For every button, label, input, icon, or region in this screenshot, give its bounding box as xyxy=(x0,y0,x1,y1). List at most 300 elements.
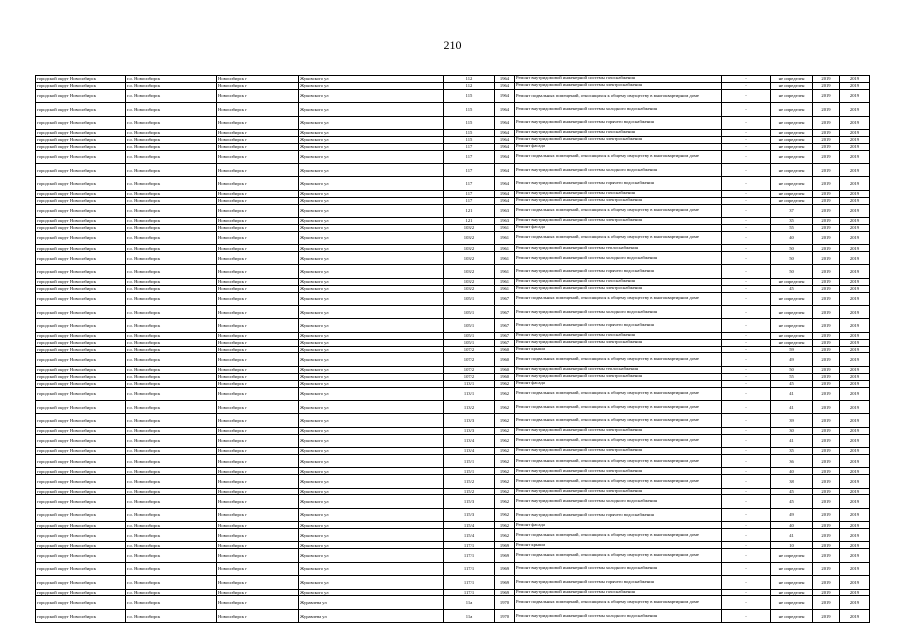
municipality-cell: городской округ Новосибирск xyxy=(36,346,126,353)
municipality-cell: городской округ Новосибирск xyxy=(36,475,126,488)
house-cell: 105/1 xyxy=(444,292,495,305)
street-cell: Жуковского ул xyxy=(299,475,444,488)
cost-cell: 39 xyxy=(771,414,813,427)
street-cell: Жуковского ул xyxy=(299,549,444,562)
house-cell: 103/2 xyxy=(444,285,495,292)
table-row xyxy=(36,204,870,217)
district-cell: г.о. Новосибирск xyxy=(126,177,217,190)
house-cell: 113/3 xyxy=(444,414,495,427)
year-cell: 1967 xyxy=(495,292,515,305)
start-year-cell: 2019 xyxy=(813,143,840,150)
house-cell: 117/1 xyxy=(444,576,495,589)
street-cell: Жуковского ул xyxy=(299,562,444,575)
city-cell: Новосибирск г xyxy=(217,468,299,475)
municipality-cell: городской округ Новосибирск xyxy=(36,76,126,83)
district-cell: г.о. Новосибирск xyxy=(126,353,217,366)
street-cell: Жуковского ул xyxy=(299,217,444,224)
cost-cell: 35 xyxy=(771,217,813,224)
start-year-cell: 2019 xyxy=(813,103,840,116)
cost-cell: не определен xyxy=(771,332,813,339)
district-cell: г.о. Новосибирск xyxy=(126,245,217,252)
district-cell: г.о. Новосибирск xyxy=(126,495,217,508)
table-row xyxy=(36,542,870,549)
street-cell: Жуковского ул xyxy=(299,522,444,529)
street-cell: Жуковского ул xyxy=(299,204,444,217)
start-year-cell: 2019 xyxy=(813,366,840,373)
district-cell: г.о. Новосибирск xyxy=(126,82,217,89)
table-body xyxy=(36,76,870,623)
district-cell: г.о. Новосибирск xyxy=(126,76,217,83)
cost-cell: не определен xyxy=(771,129,813,136)
district-cell: г.о. Новосибирск xyxy=(126,129,217,136)
street-cell: Жуковского ул xyxy=(299,285,444,292)
city-cell: Новосибирск г xyxy=(217,488,299,495)
dash-cell: - xyxy=(722,475,771,488)
table-row xyxy=(36,427,870,434)
end-year-cell: 2019 xyxy=(840,542,870,549)
municipality-cell: городской округ Новосибирск xyxy=(36,495,126,508)
district-cell: г.о. Новосибирск xyxy=(126,522,217,529)
cost-cell: 38 xyxy=(771,475,813,488)
year-cell: 1964 xyxy=(495,150,515,163)
table-row xyxy=(36,245,870,252)
street-cell: Жуковского ул xyxy=(299,197,444,204)
table-row xyxy=(36,508,870,521)
city-cell: Новосибирск г xyxy=(217,265,299,278)
start-year-cell: 2019 xyxy=(813,427,840,434)
year-cell: 1964 xyxy=(495,76,515,83)
house-cell: 117/1 xyxy=(444,589,495,596)
end-year-cell: 2019 xyxy=(840,353,870,366)
cost-cell: не определен xyxy=(771,177,813,190)
work-type-cell: Ремонт подвальных помещений, относящихся к общему имуществу в многоквартирном доме xyxy=(515,150,722,163)
table-row xyxy=(36,576,870,589)
house-cell: 11а xyxy=(444,609,495,622)
start-year-cell: 2019 xyxy=(813,576,840,589)
start-year-cell: 2019 xyxy=(813,387,840,400)
house-cell: 105/1 xyxy=(444,332,495,339)
dash-cell: - xyxy=(722,346,771,353)
cost-cell: не определен xyxy=(771,596,813,609)
street-cell: Жуковского ул xyxy=(299,76,444,83)
street-cell: Жуковского ул xyxy=(299,129,444,136)
district-cell: г.о. Новосибирск xyxy=(126,434,217,447)
start-year-cell: 2019 xyxy=(813,245,840,252)
cost-cell: 36 xyxy=(771,454,813,467)
end-year-cell: 2019 xyxy=(840,508,870,521)
district-cell: г.о. Новосибирск xyxy=(126,204,217,217)
table-row xyxy=(36,116,870,129)
dash-cell: - xyxy=(722,265,771,278)
start-year-cell: 2019 xyxy=(813,319,840,332)
cost-cell: 50 xyxy=(771,265,813,278)
house-cell: 103/2 xyxy=(444,278,495,285)
city-cell: Новосибирск г xyxy=(217,529,299,542)
district-cell: г.о. Новосибирск xyxy=(126,339,217,346)
table-row xyxy=(36,76,870,83)
start-year-cell: 2019 xyxy=(813,116,840,129)
start-year-cell: 2019 xyxy=(813,190,840,197)
end-year-cell: 2019 xyxy=(840,265,870,278)
city-cell: Новосибирск г xyxy=(217,305,299,318)
municipality-cell: городской округ Новосибирск xyxy=(36,103,126,116)
cost-cell: 10 xyxy=(771,542,813,549)
municipality-cell: городской округ Новосибирск xyxy=(36,488,126,495)
end-year-cell: 2019 xyxy=(840,129,870,136)
city-cell: Новосибирск г xyxy=(217,589,299,596)
street-cell: Жуковского ул xyxy=(299,346,444,353)
house-cell: 115/3 xyxy=(444,508,495,521)
district-cell: г.о. Новосибирск xyxy=(126,346,217,353)
cost-cell: 45 xyxy=(771,488,813,495)
house-cell: 117/1 xyxy=(444,549,495,562)
dash-cell: - xyxy=(722,576,771,589)
district-cell: г.о. Новосибирск xyxy=(126,292,217,305)
start-year-cell: 2019 xyxy=(813,82,840,89)
cost-cell: 50 xyxy=(771,245,813,252)
end-year-cell: 2019 xyxy=(840,366,870,373)
work-type-cell: Ремонт внутридомовой инженерной системы электроснабжения xyxy=(515,197,722,204)
district-cell: г.о. Новосибирск xyxy=(126,468,217,475)
dash-cell: - xyxy=(722,434,771,447)
year-cell: 1964 xyxy=(495,136,515,143)
house-cell: 115/4 xyxy=(444,529,495,542)
street-cell: Жуковского ул xyxy=(299,447,444,454)
district-cell: г.о. Новосибирск xyxy=(126,332,217,339)
city-cell: Новосибирск г xyxy=(217,366,299,373)
year-cell: 1962 xyxy=(495,447,515,454)
year-cell: 1962 xyxy=(495,522,515,529)
house-cell: 113/1 xyxy=(444,387,495,400)
municipality-cell: городской округ Новосибирск xyxy=(36,427,126,434)
cost-cell: 35 xyxy=(771,447,813,454)
street-cell: Жуковского ул xyxy=(299,89,444,102)
dash-cell: - xyxy=(722,400,771,413)
work-type-cell: Ремонт внутридомовой инженерной системы электроснабжения xyxy=(515,82,722,89)
work-type-cell: Ремонт фасада xyxy=(515,143,722,150)
table-row xyxy=(36,143,870,150)
street-cell: Жуковского ул xyxy=(299,380,444,387)
year-cell: 1960 xyxy=(495,346,515,353)
dash-cell: - xyxy=(722,508,771,521)
end-year-cell: 2019 xyxy=(840,380,870,387)
dash-cell: - xyxy=(722,427,771,434)
district-cell: г.о. Новосибирск xyxy=(126,596,217,609)
start-year-cell: 2019 xyxy=(813,508,840,521)
street-cell: Жуковского ул xyxy=(299,319,444,332)
start-year-cell: 2019 xyxy=(813,454,840,467)
cost-cell: не определен xyxy=(771,103,813,116)
end-year-cell: 2019 xyxy=(840,434,870,447)
house-cell: 105/1 xyxy=(444,319,495,332)
municipality-cell: городской округ Новосибирск xyxy=(36,447,126,454)
table-row xyxy=(36,353,870,366)
table-row xyxy=(36,89,870,102)
start-year-cell: 2019 xyxy=(813,231,840,244)
table-row xyxy=(36,319,870,332)
dash-cell: - xyxy=(722,224,771,231)
city-cell: Новосибирск г xyxy=(217,190,299,197)
end-year-cell: 2019 xyxy=(840,285,870,292)
municipality-cell: городской округ Новосибирск xyxy=(36,231,126,244)
street-cell: Жуковского ул xyxy=(299,332,444,339)
year-cell: 1967 xyxy=(495,319,515,332)
work-type-cell: Ремонт внутридомовой инженерной системы электроснабжения xyxy=(515,136,722,143)
dash-cell: - xyxy=(722,529,771,542)
end-year-cell: 2019 xyxy=(840,76,870,83)
street-cell: Жуковского ул xyxy=(299,542,444,549)
municipality-cell: городской округ Новосибирск xyxy=(36,434,126,447)
house-cell: 103/2 xyxy=(444,265,495,278)
street-cell: Жуковского ул xyxy=(299,488,444,495)
cost-cell: не определен xyxy=(771,76,813,83)
table-row xyxy=(36,447,870,454)
cost-cell: 41 xyxy=(771,400,813,413)
end-year-cell: 2019 xyxy=(840,190,870,197)
street-cell: Жуковского ул xyxy=(299,454,444,467)
cost-cell: не определен xyxy=(771,197,813,204)
cost-cell: не определен xyxy=(771,305,813,318)
street-cell: Жуковского ул xyxy=(299,387,444,400)
end-year-cell: 2019 xyxy=(840,103,870,116)
year-cell: 1961 xyxy=(495,278,515,285)
municipality-cell: городской округ Новосибирск xyxy=(36,522,126,529)
dash-cell: - xyxy=(722,143,771,150)
house-cell: 115/1 xyxy=(444,454,495,467)
cost-cell: не определен xyxy=(771,319,813,332)
end-year-cell: 2019 xyxy=(840,576,870,589)
dash-cell: - xyxy=(722,468,771,475)
municipality-cell: городской округ Новосибирск xyxy=(36,278,126,285)
start-year-cell: 2019 xyxy=(813,265,840,278)
repair-schedule-table xyxy=(35,75,870,623)
end-year-cell: 2019 xyxy=(840,549,870,562)
municipality-cell: городской округ Новосибирск xyxy=(36,529,126,542)
district-cell: г.о. Новосибирск xyxy=(126,116,217,129)
house-cell: 107/2 xyxy=(444,373,495,380)
year-cell: 1964 xyxy=(495,129,515,136)
municipality-cell: городской округ Новосибирск xyxy=(36,252,126,265)
street-cell: Жуковского ул xyxy=(299,265,444,278)
year-cell: 1969 xyxy=(495,542,515,549)
cost-cell: не определен xyxy=(771,339,813,346)
year-cell: 1960 xyxy=(495,373,515,380)
city-cell: Новосибирск г xyxy=(217,522,299,529)
district-cell: г.о. Новосибирск xyxy=(126,265,217,278)
municipality-cell: городской округ Новосибирск xyxy=(36,589,126,596)
municipality-cell: городской округ Новосибирск xyxy=(36,204,126,217)
work-type-cell: Ремонт внутридомовой инженерной системы газоснабжения xyxy=(515,76,722,83)
year-cell: 1961 xyxy=(495,224,515,231)
municipality-cell: городской округ Новосибирск xyxy=(36,508,126,521)
year-cell: 1962 xyxy=(495,475,515,488)
cost-cell: 50 xyxy=(771,366,813,373)
house-cell: 115/2 xyxy=(444,488,495,495)
city-cell: Новосибирск г xyxy=(217,447,299,454)
start-year-cell: 2019 xyxy=(813,373,840,380)
year-cell: 1969 xyxy=(495,562,515,575)
table-row xyxy=(36,387,870,400)
work-type-cell: Ремонт подвальных помещений, относящихся к общему имуществу в многоквартирном доме xyxy=(515,529,722,542)
work-type-cell: Ремонт крыши xyxy=(515,346,722,353)
work-type-cell: Ремонт внутридомовой инженерной системы электроснабжения xyxy=(515,447,722,454)
year-cell: 1962 xyxy=(495,434,515,447)
work-type-cell: Ремонт внутридомовой инженерной системы электроснабжения xyxy=(515,427,722,434)
year-cell: 1962 xyxy=(495,508,515,521)
district-cell: г.о. Новосибирск xyxy=(126,305,217,318)
municipality-cell: городской округ Новосибирск xyxy=(36,82,126,89)
cost-cell: 40 xyxy=(771,231,813,244)
start-year-cell: 2019 xyxy=(813,129,840,136)
work-type-cell: Ремонт подвальных помещений, относящихся к общему имуществу в многоквартирном доме xyxy=(515,353,722,366)
work-type-cell: Ремонт внутридомовой инженерной системы электроснабжения xyxy=(515,373,722,380)
end-year-cell: 2019 xyxy=(840,116,870,129)
year-cell: 1967 xyxy=(495,305,515,318)
table-row xyxy=(36,136,870,143)
start-year-cell: 2019 xyxy=(813,380,840,387)
street-cell: Жуковского ул xyxy=(299,529,444,542)
end-year-cell: 2019 xyxy=(840,177,870,190)
city-cell: Новосибирск г xyxy=(217,231,299,244)
end-year-cell: 2019 xyxy=(840,197,870,204)
street-cell: Жуковского ул xyxy=(299,414,444,427)
table-row xyxy=(36,129,870,136)
start-year-cell: 2019 xyxy=(813,177,840,190)
dash-cell: - xyxy=(722,549,771,562)
municipality-cell: городской округ Новосибирск xyxy=(36,265,126,278)
year-cell: 1963 xyxy=(495,217,515,224)
end-year-cell: 2019 xyxy=(840,217,870,224)
house-cell: 115/4 xyxy=(444,522,495,529)
house-cell: 112 xyxy=(444,76,495,83)
year-cell: 1962 xyxy=(495,400,515,413)
cost-cell: 49 xyxy=(771,508,813,521)
work-type-cell: Ремонт подвальных помещений, относящихся к общему имуществу в многоквартирном доме xyxy=(515,89,722,102)
house-cell: 117 xyxy=(444,177,495,190)
street-cell: Жуковского ул xyxy=(299,495,444,508)
dash-cell: - xyxy=(722,190,771,197)
year-cell: 1962 xyxy=(495,468,515,475)
start-year-cell: 2019 xyxy=(813,346,840,353)
dash-cell: - xyxy=(722,82,771,89)
dash-cell: - xyxy=(722,164,771,177)
municipality-cell: городской округ Новосибирск xyxy=(36,245,126,252)
cost-cell: 49 xyxy=(771,353,813,366)
table-row xyxy=(36,549,870,562)
street-cell: Жуковского ул xyxy=(299,400,444,413)
district-cell: г.о. Новосибирск xyxy=(126,224,217,231)
year-cell: 1961 xyxy=(495,265,515,278)
table-row xyxy=(36,380,870,387)
end-year-cell: 2019 xyxy=(840,387,870,400)
dash-cell: - xyxy=(722,252,771,265)
table-row xyxy=(36,468,870,475)
end-year-cell: 2019 xyxy=(840,164,870,177)
end-year-cell: 2019 xyxy=(840,136,870,143)
end-year-cell: 2019 xyxy=(840,332,870,339)
dash-cell: - xyxy=(722,387,771,400)
house-cell: 103/2 xyxy=(444,224,495,231)
house-cell: 113/2 xyxy=(444,400,495,413)
table-row xyxy=(36,562,870,575)
year-cell: 1964 xyxy=(495,116,515,129)
city-cell: Новосибирск г xyxy=(217,129,299,136)
district-cell: г.о. Новосибирск xyxy=(126,366,217,373)
house-cell: 117 xyxy=(444,150,495,163)
start-year-cell: 2019 xyxy=(813,529,840,542)
municipality-cell: городской округ Новосибирск xyxy=(36,400,126,413)
dash-cell: - xyxy=(722,231,771,244)
work-type-cell: Ремонт подвальных помещений, относящихся к общему имуществу в многоквартирном доме xyxy=(515,596,722,609)
cost-cell: не определен xyxy=(771,278,813,285)
end-year-cell: 2019 xyxy=(840,373,870,380)
year-cell: 1961 xyxy=(495,245,515,252)
year-cell: 1964 xyxy=(495,197,515,204)
street-cell: Жуковского ул xyxy=(299,252,444,265)
work-type-cell: Ремонт подвальных помещений, относящихся к общему имуществу в многоквартирном доме xyxy=(515,434,722,447)
city-cell: Новосибирск г xyxy=(217,549,299,562)
dash-cell: - xyxy=(722,542,771,549)
end-year-cell: 2019 xyxy=(840,596,870,609)
table-row xyxy=(36,305,870,318)
city-cell: Новосибирск г xyxy=(217,177,299,190)
municipality-cell: городской округ Новосибирск xyxy=(36,292,126,305)
municipality-cell: городской округ Новосибирск xyxy=(36,136,126,143)
street-cell: Жуковского ул xyxy=(299,508,444,521)
district-cell: г.о. Новосибирск xyxy=(126,197,217,204)
work-type-cell: Ремонт внутридомовой инженерной системы холодного водоснабжения xyxy=(515,609,722,622)
district-cell: г.о. Новосибирск xyxy=(126,475,217,488)
municipality-cell: городской округ Новосибирск xyxy=(36,576,126,589)
district-cell: г.о. Новосибирск xyxy=(126,150,217,163)
house-cell: 11а xyxy=(444,596,495,609)
dash-cell: - xyxy=(722,366,771,373)
city-cell: Новосибирск г xyxy=(217,454,299,467)
start-year-cell: 2019 xyxy=(813,589,840,596)
city-cell: Новосибирск г xyxy=(217,103,299,116)
city-cell: Новосибирск г xyxy=(217,332,299,339)
start-year-cell: 2019 xyxy=(813,332,840,339)
year-cell: 1967 xyxy=(495,332,515,339)
end-year-cell: 2019 xyxy=(840,305,870,318)
end-year-cell: 2019 xyxy=(840,292,870,305)
end-year-cell: 2019 xyxy=(840,562,870,575)
table-row xyxy=(36,589,870,596)
year-cell: 1969 xyxy=(495,549,515,562)
start-year-cell: 2019 xyxy=(813,217,840,224)
street-cell: Журавлева ул xyxy=(299,609,444,622)
district-cell: г.о. Новосибирск xyxy=(126,278,217,285)
start-year-cell: 2019 xyxy=(813,522,840,529)
table-row xyxy=(36,252,870,265)
municipality-cell: городской округ Новосибирск xyxy=(36,217,126,224)
dash-cell: - xyxy=(722,380,771,387)
district-cell: г.о. Новосибирск xyxy=(126,529,217,542)
page-number: 210 xyxy=(443,38,462,52)
city-cell: Новосибирск г xyxy=(217,609,299,622)
work-type-cell: Ремонт внутридомовой инженерной системы электроснабжения xyxy=(515,468,722,475)
district-cell: г.о. Новосибирск xyxy=(126,400,217,413)
dash-cell: - xyxy=(722,217,771,224)
start-year-cell: 2019 xyxy=(813,596,840,609)
cost-cell: 40 xyxy=(771,522,813,529)
start-year-cell: 2019 xyxy=(813,164,840,177)
year-cell: 1964 xyxy=(495,164,515,177)
year-cell: 1962 xyxy=(495,529,515,542)
year-cell: 1969 xyxy=(495,589,515,596)
year-cell: 1962 xyxy=(495,495,515,508)
cost-cell: 50 xyxy=(771,252,813,265)
